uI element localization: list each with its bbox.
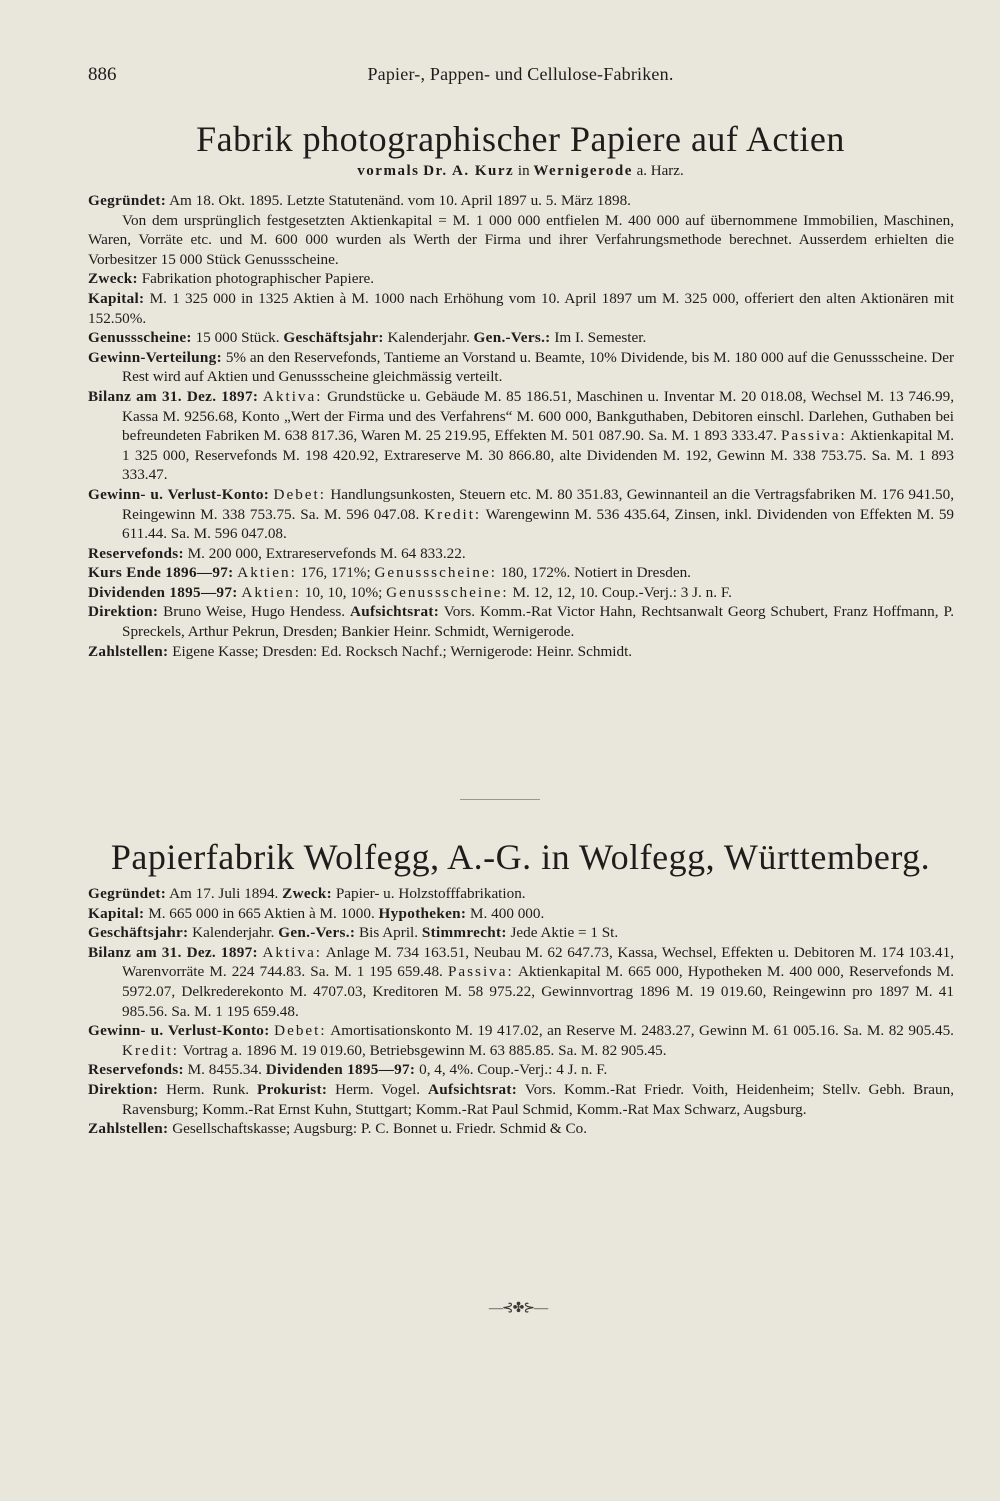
text-passiva: Aktienkapital M. 665 000, Hypotheken M. 400 000, Reservefonds M. 5972.07, Delkrederekonto M. 4707.03, Kreditoren M. 58 975.22, Gewinnvortrag 1896 M. 19 019.60, Reingewinn pro 1897 M. 41 985.56. Sa. M. 1 195 659.48.: [122, 963, 955, 1020]
label-kredit: Kredit:: [122, 1041, 180, 1059]
label-reservefonds: Reservefonds:: [88, 1061, 184, 1079]
entry-gegruendet-detail: Von dem ursprünglich festgesetzten Aktienkapital = M. 1 000 000 entfielen M. 400 000 auf übernommene Immobilien, Maschinen, Waren, Vorräte etc. und M. 600 000 wurden als Werth der Firma und ihrer Verfahrungsmethode berechnet. Ausserdem erhielten die Vorbesitzer 15 000 Stück Genussscheine.: [88, 211, 954, 268]
label-kurs-aktien: Aktien:: [237, 564, 297, 582]
text-dividenden: 10, 10, 10%;: [304, 583, 383, 601]
entry-kurs: [88, 563, 954, 583]
text-kurs-genuss: 180, 172%. Notiert in Dresden.: [500, 564, 691, 582]
entry-gewinn-verlust: [88, 1021, 954, 1060]
subtitle-post: a. Harz.: [636, 163, 684, 179]
label-direktion: Direktion:: [88, 603, 159, 621]
entry-bilanz: [88, 943, 954, 1021]
label-kapital: Kapital:: [88, 904, 145, 922]
company-title-1: Fabrik photographischer Papiere auf Actien: [196, 119, 845, 159]
section-divider: [460, 799, 540, 800]
subtitle-mid: in: [517, 163, 530, 179]
text-gen-vers: Im I. Semester.: [554, 329, 647, 347]
label-gewinn-verteilung: Gewinn-Verteilung:: [88, 348, 222, 366]
text-aktiva: Anlage M. 734 163.51, Neubau M. 62 647.73, Kassa, Wechsel, Effekten u. Debitoren M. 174 103.41, Warenvorräte M. 224 744.83. Sa. M. 1 195 659.48.: [122, 943, 954, 981]
label-reservefonds: Reservefonds:: [88, 544, 184, 562]
text-zahlstellen: Eigene Kasse; Dresden: Ed. Rocksch Nachf.; Wernigerode: Heinr. Schmidt.: [172, 642, 633, 660]
text-hypotheken: M. 400 000.: [470, 904, 545, 922]
label-passiva: Passiva:: [447, 963, 514, 981]
entry-reservefonds: [88, 1060, 954, 1080]
entry-genussscheine: [88, 328, 954, 348]
text-zahlstellen: Gesellschaftskasse; Augsburg: P. C. Bonnet u. Friedr. Schmid & Co.: [172, 1120, 588, 1138]
label-gegruendet: Gegründet:: [88, 192, 167, 209]
entry-kapital: [88, 904, 954, 924]
text-zweck: Fabrikation photographischer Papiere.: [141, 270, 375, 288]
end-ornament-icon: —⊰✤⊱—: [488, 1301, 548, 1316]
text-zweck: Papier- u. Holzstofffabrikation.: [335, 885, 526, 902]
entry-gegruendet: [88, 884, 954, 904]
text-kapital: M. 1 325 000 in 1325 Aktien à M. 1000 nach Erhöhung vom 10. April 1897 um M. 325 000, offeriert den alten Aktionären mit 152.50%.: [88, 289, 954, 327]
label-geschaeftsjahr: Geschäftsjahr:: [88, 924, 189, 942]
label-geschaeftsjahr: Geschäftsjahr:: [283, 329, 384, 347]
text-passiva: Aktienkapital M. 1 325 000, Reservefonds M. 198 420.92, Extrareserve M. 30 866.80, alte Dividenden M. 192, Gewinn M. 338 753.75. Sa. M. 1 893 333.47.: [122, 427, 954, 484]
page-number: 886: [88, 64, 117, 85]
entry-zahlstellen: [88, 1119, 954, 1139]
text-reservefonds: M. 200 000, Extrareservefonds M. 64 833.22.: [187, 544, 466, 562]
label-aufsichtsrat: Aufsichtsrat:: [428, 1080, 518, 1098]
running-title: Papier-, Pappen- und Cellulose-Fabriken.: [367, 64, 674, 84]
text-gegruendet: Am 18. Okt. 1895. Letzte Statutenänd. vom 10. April 1897 u. 5. März 1898.: [169, 192, 631, 209]
company-title-2: Papierfabrik Wolfegg, A.-G. in Wolfegg, Württemberg.: [110, 837, 931, 877]
entry-direktion: [88, 602, 954, 641]
text-geschaeftsjahr: Kalenderjahr.: [387, 329, 470, 347]
text-dividenden: 0, 4, 4%. Coup.-Verj.: 4 J. n. F.: [419, 1061, 608, 1079]
label-kurs-genuss: Genussscheine:: [374, 564, 497, 582]
label-direktion: Direktion:: [88, 1080, 159, 1098]
text-prokurist: Herm. Vogel.: [335, 1080, 421, 1098]
page-header: [88, 64, 953, 86]
label-bilanz: Bilanz am 31. Dez. 1897:: [88, 943, 258, 961]
text-debet: Handlungsunkosten, Steuern etc. M. 80 351.83, Gewinnanteil an die Vertragsfabriken M. 176 941.50, Reingewinn M. 338 753.75. Sa. M. 596 047.08.: [122, 485, 954, 523]
label-gen-vers: Gen.-Vers.:: [473, 329, 551, 347]
entry-kapital: [88, 289, 954, 328]
label-div-genuss: Genussscheine:: [386, 583, 509, 601]
text-geschaeftsjahr: Kalenderjahr.: [192, 924, 275, 942]
entry-dividenden: [88, 583, 954, 603]
text-direktion: Bruno Weise, Hugo Hendess.: [163, 603, 346, 621]
label-stimmrecht: Stimmrecht:: [421, 924, 507, 942]
entry-gewinn-verlust: [88, 485, 954, 544]
label-dividenden: Dividenden 1895—97:: [88, 583, 238, 601]
entry-direktion: [88, 1080, 954, 1119]
label-prokurist: Prokurist:: [257, 1080, 328, 1098]
entry-gegruendet: [88, 191, 954, 211]
text-reservefonds: M. 8455.34.: [187, 1061, 262, 1079]
label-div-aktien: Aktien:: [241, 583, 301, 601]
label-dividenden: Dividenden 1895—97:: [265, 1061, 416, 1079]
text-aufsichtsrat: Vors. Komm.-Rat Victor Hahn, Rechtsanwalt Georg Schubert, Franz Hoffmann, P. Spreckels, Arthur Pekrun, Dresden; Bankier Heinr. Schmidt, Wernigerode.: [122, 603, 955, 641]
subtitle-pre: vormals: [357, 163, 420, 179]
text-gegruendet: Am 17. Juli 1894.: [169, 885, 279, 902]
label-kapital: Kapital:: [88, 289, 145, 307]
label-gewinn-verlust: Gewinn- u. Verlust-Konto:: [88, 485, 270, 503]
label-aktiva: Aktiva:: [262, 943, 323, 961]
label-gen-vers: Gen.-Vers.:: [278, 924, 356, 942]
label-zahlstellen: Zahlstellen:: [88, 642, 169, 660]
text-aktiva: Grundstücke u. Gebäude M. 85 186.51, Maschinen u. Inventar M. 20 018.08, Wechsel M. 13 746.99, Kassa M. 9256.68, Konto „Wert der Firma und des Verfahrens“ M. 600 000, Bankguthaben, Debitoren einschl. Darlehen, Guthaben bei befreundeten Fabriken M. 638 817.36, Waren M. 25 219.95, Effekten M. 501 087.90. Sa. M. 1 893 333.47.: [122, 387, 954, 445]
label-kurs: Kurs Ende 1896—97:: [88, 564, 234, 582]
label-gewinn-verlust: Gewinn- u. Verlust-Konto:: [88, 1022, 270, 1040]
text-direktion: Herm. Runk.: [166, 1080, 250, 1098]
label-aktiva: Aktiva:: [262, 387, 323, 405]
company-section-2: [88, 884, 954, 1139]
text-kurs: 176, 171%;: [300, 564, 371, 582]
entry-gewinn-verteilung: [88, 348, 954, 387]
entry-zweck: [88, 269, 954, 289]
label-zweck: Zweck:: [282, 885, 333, 902]
text-kredit: Warengewinn M. 536 435.64, Zinsen, inkl. Dividenden von Effekten M. 59 611.44. Sa. M. 596 047.08.: [122, 505, 955, 543]
label-debet: Debet:: [273, 485, 326, 503]
label-passiva: Passiva:: [780, 427, 847, 445]
label-genussscheine: Genussscheine:: [88, 329, 192, 347]
text-gewinn-verteilung: 5% an den Reservefonds, Tantieme an Vorstand u. Beamte, 10% Dividende, bis M. 180 000 auf die Genussscheine. Der Rest wird auf Aktien und Genussscheine gleichmässig verteilt.: [122, 348, 954, 386]
text-gen-vers: Bis April.: [358, 924, 419, 942]
label-aufsichtsrat: Aufsichtsrat:: [349, 603, 440, 621]
company-section-1: [88, 191, 954, 661]
label-zweck: Zweck:: [88, 270, 138, 288]
entry-bilanz: [88, 387, 954, 485]
subtitle-founder: Dr. A. Kurz: [423, 163, 515, 179]
subtitle-place: Wernigerode: [533, 163, 633, 179]
entry-geschaeftsjahr: [88, 923, 954, 943]
entry-zahlstellen: [88, 642, 954, 662]
label-debet: Debet:: [274, 1022, 327, 1040]
label-bilanz: Bilanz am 31. Dez. 1897:: [88, 387, 259, 405]
company-subtitle-1: [88, 162, 953, 180]
label-kredit: Kredit:: [424, 505, 482, 523]
text-stimmrecht: Jede Aktie = 1 St.: [510, 924, 619, 942]
text-kapital: M. 665 000 in 665 Aktien à M. 1000.: [148, 904, 375, 922]
entry-reservefonds: [88, 544, 954, 564]
text-aufsichtsrat: Vors. Komm.-Rat Friedr. Voith, Heidenheim; Stellv. Gebh. Braun, Ravensburg; Komm.-Rat Ernst Kuhn, Stuttgart; Komm.-Rat Paul Schmid, Komm.-Rat Max Schwarz, Augsburg.: [122, 1080, 955, 1118]
label-hypotheken: Hypotheken:: [378, 904, 467, 922]
text-genussscheine: 15 000 Stück.: [195, 329, 280, 347]
text-debet: Amortisationskonto M. 19 417.02, an Reserve M. 2483.27, Gewinn M. 61 005.16. Sa. M. 82 905.45.: [330, 1022, 954, 1040]
label-zahlstellen: Zahlstellen:: [88, 1120, 169, 1138]
text-div-genuss: M. 12, 12, 10. Coup.-Verj.: 3 J. n. F.: [512, 583, 732, 601]
text-kredit: Vortrag a. 1896 M. 19 019.60, Betriebsgewinn M. 63 885.85. Sa. M. 82 905.45.: [182, 1041, 667, 1059]
label-gegruendet: Gegründet:: [88, 885, 167, 902]
